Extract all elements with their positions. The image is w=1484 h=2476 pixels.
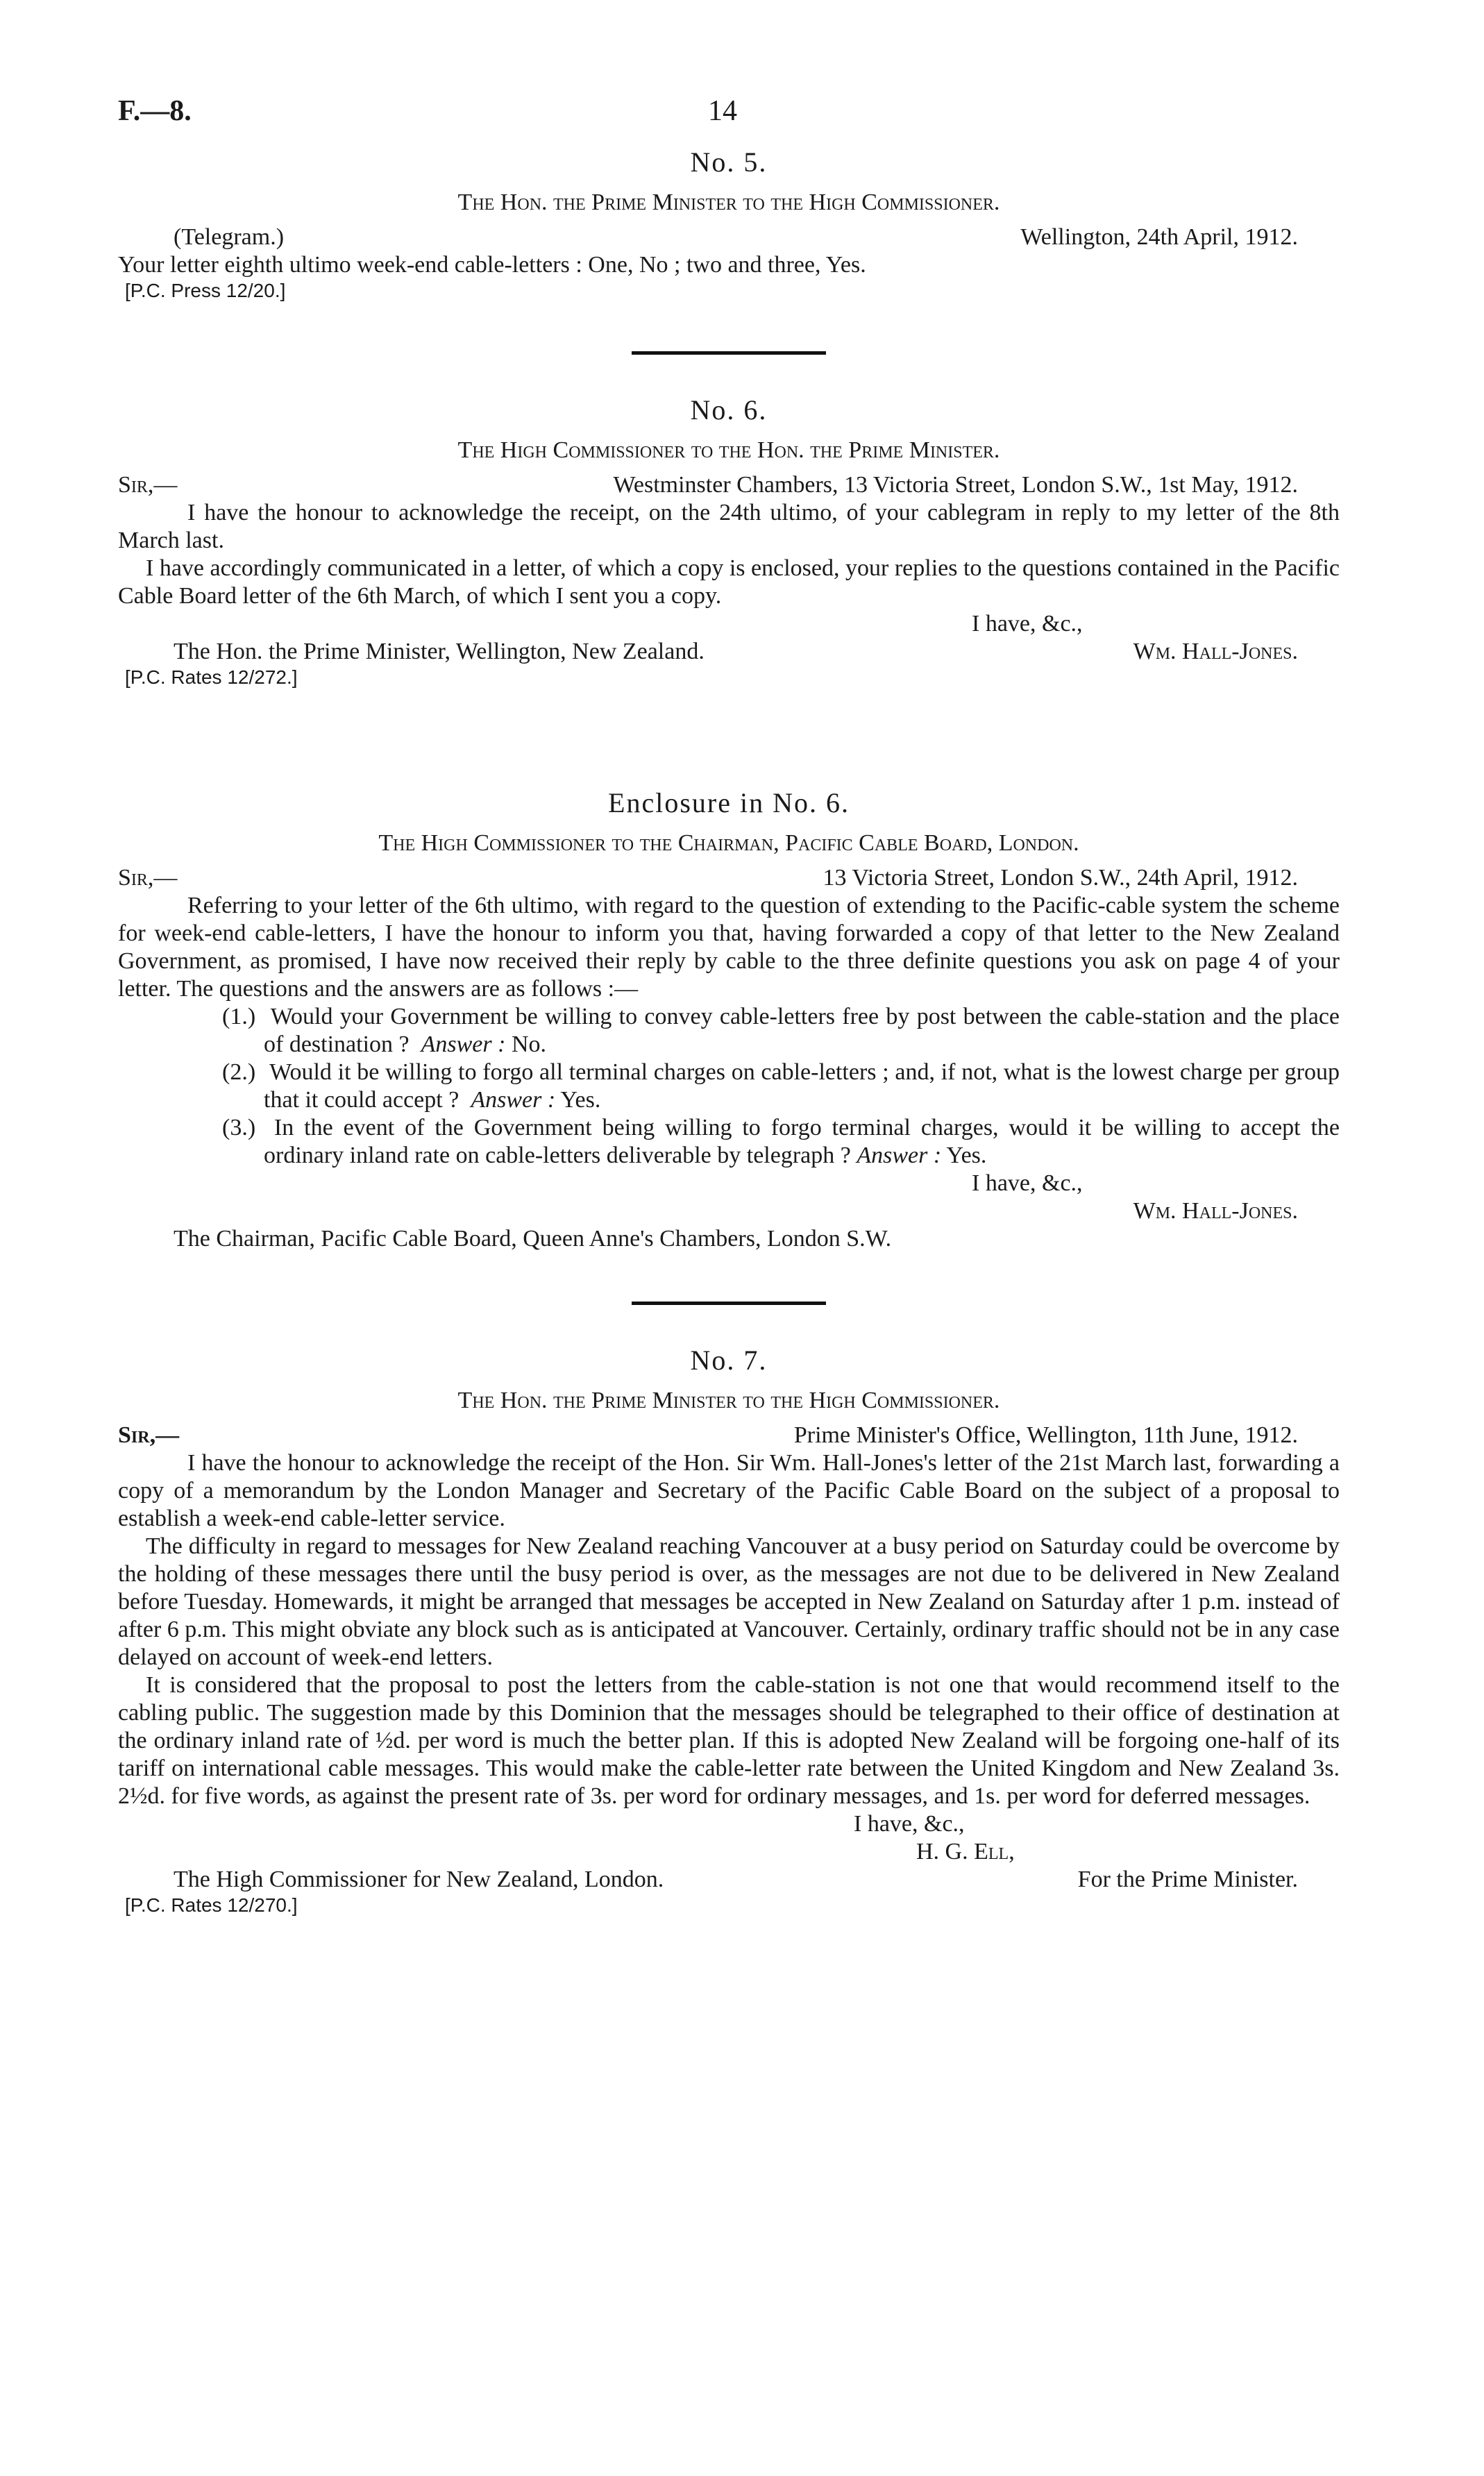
letter-paragraph: I have the honour to acknowledge the receipt of the Hon. Sir Wm. Hall-Jones's letter of the 21st March last, forwarding a copy of a memorandum by the London Manager and Secretary of the Pacific Cable Board on the subject of a proposal to establish a week-end cable-letter service. bbox=[118, 1450, 1340, 1531]
telegram-body: Your letter eighth ultimo week-end cable-letters : One, No ; two and three, Yes. bbox=[118, 252, 866, 278]
file-reference: [P.C. Rates 12/270.] bbox=[125, 1894, 298, 1916]
section-title: No. 7. bbox=[690, 1345, 768, 1376]
closing: I have, &c., bbox=[854, 1811, 965, 1837]
section-no7 bbox=[118, 1347, 1340, 1917]
dateline: Wellington, 24th April, 1912. bbox=[1020, 224, 1298, 250]
letter-paragraph: It is considered that the proposal to post the letters from the cable-station is not one that would recommend itself to the cabling public. The suggestion made by this Dominion that the messages should be telegraphed to their office of destination at the ordinary inland rate of ½d. per word is much the better plan. If this is adopted New Zealand will be forgoing one-half of its tariff on international cable messages. This would make the cable-letter rate between the United Kingdom and New Zealand 3s. 2½d. for five words, as against the present rate of 3s. per word for ordinary messages, and 1s. per word for deferred messages. bbox=[118, 1672, 1340, 1809]
answer-label: Answer : bbox=[421, 1031, 506, 1057]
section-no5 bbox=[118, 146, 1340, 303]
dateline: 13 Victoria Street, London S.W., 24th April, 1912. bbox=[823, 865, 1298, 891]
signature: Wm. Hall-Jones. bbox=[1133, 639, 1298, 664]
closing: I have, &c., bbox=[972, 611, 1083, 637]
question-number: (3.) bbox=[222, 1115, 256, 1140]
answer-text: No. bbox=[511, 1031, 547, 1057]
addressee-row bbox=[118, 1225, 1340, 1253]
answer-label: Answer : bbox=[471, 1087, 556, 1113]
section-no6 bbox=[118, 396, 1340, 689]
document-page bbox=[118, 97, 1340, 1917]
signature-row bbox=[118, 638, 1340, 666]
document-reference: F.—8. bbox=[118, 95, 192, 127]
letter-paragraph: Referring to your letter of the 6th ultimo, with regard to the question of extending to the Pacific-cable system the scheme for week-end cable-letters, I have the honour to inform you that, having forwarded a copy of that letter to the New Zealand Government, as promised, I have now received their reply by cable to the three definite questions you ask on page 4 of your letter. The questions and the answers are as follows :— bbox=[118, 893, 1340, 1002]
section-enclosure bbox=[118, 789, 1340, 1253]
section-divider bbox=[632, 1302, 826, 1305]
addressee-row bbox=[118, 1866, 1340, 1894]
dateline: Westminster Chambers, 13 Victoria Street, London S.W., 1st May, 1912. bbox=[613, 472, 1298, 498]
signature: Wm. Hall-Jones. bbox=[1133, 1198, 1298, 1224]
question-text: In the event of the Government being willing to forgo terminal charges, would it be willing to accept the ordinary inland rate on cable-letters deliverable by telegraph ? bbox=[264, 1115, 1340, 1168]
question-item bbox=[222, 1114, 1340, 1170]
question-text: Would your Government be willing to convey cable-letters free by post between the cable-station and the place of destination ? bbox=[264, 1004, 1340, 1057]
addressee: The High Commissioner for New Zealand, London. bbox=[174, 1867, 664, 1892]
section-title: Enclosure in No. 6. bbox=[608, 787, 850, 818]
signature: H. G. Ell, bbox=[916, 1839, 1015, 1864]
file-reference: [P.C. Rates 12/272.] bbox=[125, 666, 298, 688]
signature-row bbox=[118, 1197, 1340, 1225]
closing: I have, &c., bbox=[972, 1170, 1083, 1196]
closing-row bbox=[118, 610, 1340, 638]
question-item bbox=[222, 1003, 1340, 1059]
section-title: No. 5. bbox=[690, 146, 768, 178]
letter-paragraph: I have the honour to acknowledge the receipt, on the 24th ultimo, of your cablegram in reply to my letter of the 8th March last. bbox=[118, 500, 1340, 553]
message-type: (Telegram.) bbox=[174, 224, 285, 250]
dateline: Prime Minister's Office, Wellington, 11th June, 1912. bbox=[793, 1422, 1298, 1448]
question-text: Would it be willing to forgo all terminal charges on cable-letters ; and, if not, what is the lowest charge per group that it could accept ? bbox=[264, 1059, 1340, 1113]
question-item bbox=[222, 1059, 1340, 1114]
dateline-row bbox=[118, 471, 1340, 499]
salutation: Sir,— bbox=[118, 1422, 180, 1448]
answer-label: Answer : bbox=[857, 1143, 942, 1168]
question-number: (1.) bbox=[222, 1004, 256, 1029]
page-number: 14 bbox=[708, 95, 737, 127]
section-headline: The Hon. the Prime Minister to the High Commissioner. bbox=[457, 190, 1000, 215]
signature-row bbox=[118, 1838, 1340, 1866]
addressee: The Hon. the Prime Minister, Wellington, New Zealand. bbox=[174, 639, 705, 664]
page-header bbox=[118, 97, 1340, 139]
addressee: The Chairman, Pacific Cable Board, Queen Anne's Chambers, London S.W. bbox=[174, 1226, 892, 1252]
question-number: (2.) bbox=[222, 1059, 256, 1085]
section-divider bbox=[632, 351, 826, 355]
letter-paragraph: The difficulty in regard to messages for New Zealand reaching Vancouver at a busy period on Saturday could be overcome by the holding of these messages there until the busy period is over, as the messages are not due to be delivered in New Zealand before Tuesday. Homewards, it might be arranged that messages be accepted in New Zealand on Saturday after 1 p.m. instead of after 6 p.m. This might obviate any block such as is anticipated at Vancouver. Certainly, ordinary traffic should not be in any case delayed on account of week-end letters. bbox=[118, 1533, 1340, 1670]
answer-text: Yes. bbox=[560, 1087, 601, 1113]
closing-row bbox=[118, 1810, 1340, 1838]
salutation: Sir,— bbox=[118, 472, 178, 498]
closing-row bbox=[118, 1170, 1340, 1197]
signature-role: For the Prime Minister. bbox=[1077, 1867, 1298, 1892]
dateline-row bbox=[118, 864, 1340, 892]
section-title: No. 6. bbox=[690, 394, 768, 426]
section-headline: The High Commissioner to the Chairman, Pacific Cable Board, London. bbox=[378, 830, 1079, 856]
letter-paragraph: I have accordingly communicated in a letter, of which a copy is enclosed, your replies to the questions contained in the Pacific Cable Board letter of the 6th March, of which I sent you a copy. bbox=[118, 555, 1340, 609]
dateline-row bbox=[118, 1422, 1340, 1449]
file-reference: [P.C. Press 12/20.] bbox=[125, 280, 286, 301]
salutation: Sir,— bbox=[118, 865, 178, 891]
answer-text: Yes. bbox=[946, 1143, 987, 1168]
dateline-row bbox=[118, 224, 1340, 251]
section-headline: The High Commissioner to the Hon. the Prime Minister. bbox=[457, 437, 1000, 463]
section-headline: The Hon. the Prime Minister to the High Commissioner. bbox=[457, 1388, 1000, 1413]
